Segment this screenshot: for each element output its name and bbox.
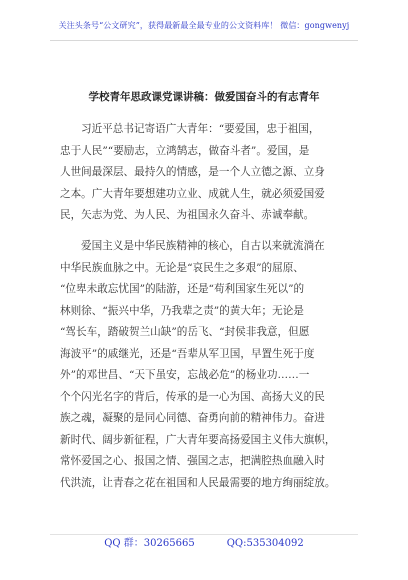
paragraph-1-line: 民，矢志为党、为人民、为祖国永久奋斗、赤诚奉献。: [60, 209, 315, 221]
paragraph-2-line: 海波平”的戚继光，还是“吾辈从军卫国，早置生死于度: [60, 347, 315, 360]
document-title: 学校青年思政课党课讲稿：做爱国奋斗的有志青年: [88, 91, 320, 103]
paragraph-2-line: 新时代、阔步新征程，广大青年要高扬爱国主义伟大旗帜，: [60, 433, 336, 446]
paragraph-2-line: 常怀爱国之心、报国之情、强国之志，把满腔热血融入时: [60, 455, 325, 467]
paragraph-2-line: 外”的邓世昌、“天下虽安，忘战必危”的杨业功……一: [60, 369, 310, 381]
footer-contact: [0, 537, 408, 550]
paragraph-1: [60, 119, 350, 227]
paragraph-1-line: 人世间最深层、最持久的情感，是一个人立德之源、立身: [60, 166, 325, 178]
paragraph-2-line: 中华民族血脉之中。无论是“哀民生之多艰”的屈原、: [60, 261, 304, 274]
paragraph-1-line: 之本。广大青年要想建功立业、成就人生，就必须爱国爱: [60, 187, 325, 200]
paragraph-2-line: 代洪流，让青春之花在祖国和人民最需要的地方绚丽绽放。: [60, 476, 336, 489]
paragraph-2-line: 爱国主义是中华民族精神的核心，自古以来就流淌在: [81, 240, 325, 252]
footer-qq-group: QQ 群：30265665: [104, 538, 195, 549]
paragraph-2-line: 个个闪光名字的背后，传承的是一心为国、高扬大义的民: [60, 390, 325, 403]
paragraph-2-line: “驾长车，踏破贺兰山缺”的岳飞、“封侯非我意，但愿: [60, 326, 310, 338]
paragraph-2-line: 族之魂，凝聚的是同心同德、奋勇向前的精神伟力。奋进: [60, 412, 325, 424]
paragraph-1-line: 忠于人民”“要励志，立鸿鹄志，做奋斗者”。爱国，是: [60, 144, 310, 157]
paragraph-2-line: 林则徐、“振兴中华，乃我辈之责”的黄大年；无论是: [60, 304, 304, 317]
header-divider: [50, 40, 358, 41]
paragraph-2-line: “位卑未敢忘忧国”的陆游，还是“苟利国家生死以”的: [60, 283, 305, 295]
footer-qq: QQ:535304092: [226, 538, 304, 549]
paragraph-1-line: 习近平总书记寄语广大青年：“要爱国，忠于祖国，: [81, 123, 320, 135]
footer-divider: [50, 534, 358, 535]
paragraph-2: [60, 236, 350, 494]
header-notice: 关注头条号“公文研究”，获得最新最全最专业的公文资料库！ 微信：gongwenyj: [58, 21, 350, 30]
